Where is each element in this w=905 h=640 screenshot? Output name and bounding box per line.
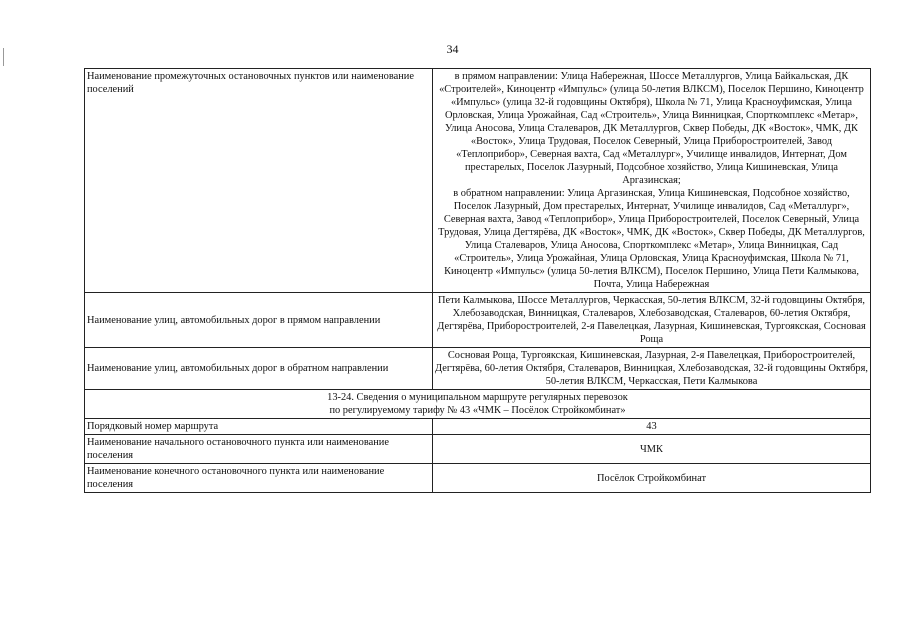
table-row [85, 293, 871, 348]
backward-streets-label: Наименование улиц, автомобильных дорог в обратном направлении [85, 348, 433, 390]
stops-value [433, 69, 871, 293]
stops-backward-text: в обратном направлении: Улица Аргазинская, Улица Кишиневская, Подсобное хозяйство, Поселок Лазурный, Дом престарелых, Интернат, Училище инвалидов, Сад «Металлург», Северная вахта, Завод «Теплоприбор», Улица Приборостроителей, Поселок Северный, Улица Трудовая, Улица Дегтярёва, ДК «Восток», ЧМК, ДК «Восток», Сквер Победы, ДК Металлургов, Улица Сталеваров, Улица Аносова, Спорткомплекс «Метар», Улица Винницкая, Сад «Строитель», Улица Урожайная, Улица Орловская, Улица Красноуфимская, Школа № 71, Киноцентр «Импульс» (улица 50-летия ВЛКСМ), Поселок Першино, Улица Пети Калмыкова, Почта, Улица Набережная [438, 188, 865, 290]
page-number: 34 [446, 42, 459, 56]
start-stop-value: ЧМК [433, 435, 871, 464]
section-header-line2: по регулируемому тарифу № 43 «ЧМК – Посёлок Стройкомбинат» [329, 405, 626, 416]
table-row [85, 419, 871, 435]
table-row [85, 464, 871, 493]
forward-streets-label: Наименование улиц, автомобильных дорог в прямом направлении [85, 293, 433, 348]
table-row [85, 348, 871, 390]
forward-streets-value: Пети Калмыкова, Шоссе Металлургов, Черкасская, 50-летия ВЛКСМ, 32-й годовщины Октября, Хлебозаводская, Винницкая, Сталеваров, Хлебозаводская, Сталеваров, 60-летия Октября, Дегтярёва, Приборостроителей, 2-я Павелецкая, Лазурная, Кишиневская, Тургоякская, Сосновая Роща [433, 293, 871, 348]
table-row [85, 69, 871, 293]
route-number-label: Порядковый номер маршрута [85, 419, 433, 435]
section-header-line1: 13-24. Сведения о муниципальном маршруте регулярных перевозок [327, 392, 628, 403]
route-number-value: 43 [433, 419, 871, 435]
table-row [85, 390, 871, 419]
table-row [85, 435, 871, 464]
stops-label: Наименование промежуточных остановочных пунктов или наименование поселений [85, 69, 433, 293]
start-stop-label: Наименование начального остановочного пункта или наименование поселения [85, 435, 433, 464]
stops-forward-text: в прямом направлении: Улица Набережная, Шоссе Металлургов, Улица Байкальская, ДК «Строителей», Киноцентр «Импульс» (улица 50-летия ВЛКСМ), Поселок Першино, Киноцентр «Импульс» (улица 32-й годовщины Октября), Школа № 71, Улица Красноуфимская, Улица Орловская, Улица Урожайная, Сад «Строитель», Улица Винницкая, Спорткомплекс «Метар», Улица Аносова, Улица Сталеваров, ДК Металлургов, Сквер Победы, ДК «Восток», ЧМК, ДК «Восток», Улица Трудовая, Поселок Северный, Улица Приборостроителей, Завод «Теплоприбор», Северная вахта, Сад «Металлург», Училище инвалидов, Интернат, Дом престарелых, Поселок Лазурный, Подсобное хозяйство, Улица Кишиневская, Улица Аргазинская; [439, 71, 864, 186]
margin-mark [3, 48, 4, 66]
route-table [84, 68, 871, 493]
backward-streets-value: Сосновая Роща, Тургоякская, Кишиневская, Лазурная, 2-я Павелецкая, Приборостроителей, Дегтярёва, 60-летия Октября, Сталеваров, Винницкая, Хлебозаводская, 32-й годовщины Октября, 50-летия ВЛКСМ, Черкасская, Пети Калмыкова [433, 348, 871, 390]
end-stop-label: Наименование конечного остановочного пункта или наименование поселения [85, 464, 433, 493]
section-header [85, 390, 871, 419]
end-stop-value: Посёлок Стройкомбинат [433, 464, 871, 493]
